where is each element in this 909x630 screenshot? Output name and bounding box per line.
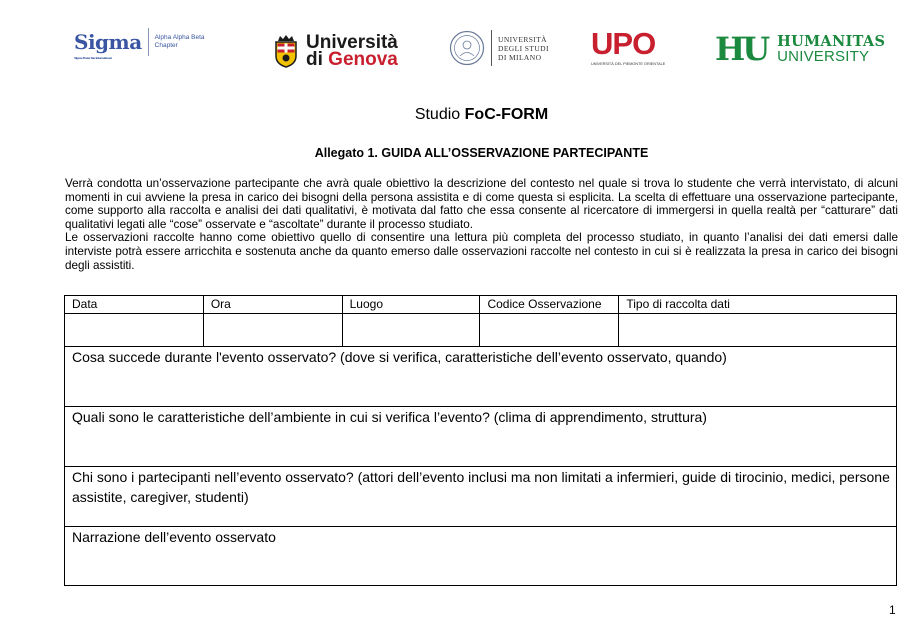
genova-prefix: di [306,49,323,70]
entry-data-cell[interactable] [65,314,204,347]
header-ora: Ora [203,296,342,314]
entry-tipo-cell[interactable] [619,314,897,347]
genova-line2 [306,51,398,68]
intro-paragraph-1: Verrà condotta un’osservazione partecipante che avrà quale obiettivo la descrizione del contesto nel quale si trova lo studente che verrà intervistato, di alcuni momenti in cui avviene la presa in carico dei bisogni della persona assistita e di come questa si esplicita. La scelta di effettuare una osservazione partecipante, come supporto alla raccolta e analisi dei dati qualitativi, è motivata dal fatto che essa consente al ricercatore di immergersi in quella realtà per “catturare” dati qualitativi legati alle “cose” osservate e “ascoltate” durante il processo studiato. [65,177,898,231]
page-number: 1 [889,603,896,617]
header-data: Data [65,296,204,314]
question-row [65,407,897,467]
genova-crest-icon [274,34,298,68]
title-prefix: Studio [414,106,461,123]
intro-text [65,177,898,272]
humanitas-wordmark [777,34,885,64]
sigma-chapter-line2: Chapter [154,42,178,49]
table-header-row [65,296,897,314]
genova-line1: Università [306,32,398,53]
sigma-wordmark [74,30,142,60]
observation-table [64,295,897,586]
question-event-cell[interactable]: Cosa succede durante l'evento osservato? (dove si verifica, caratteristiche dell’evento osservato, quando) [65,347,897,407]
entry-luogo-cell[interactable] [342,314,480,347]
sigma-chapter-line1: Alpha Alpha Beta [154,34,205,41]
header-codice-osservazione: Codice Osservazione [480,296,619,314]
humanitas-line2: UNIVERSITY [777,48,870,65]
genova-name: Genova [328,49,398,70]
document-title [0,106,909,124]
entry-ora-cell[interactable] [203,314,342,347]
milano-logo [449,30,549,66]
logo-banner [0,0,909,90]
question-environment-cell[interactable]: Quali sono le caratteristiche dell’ambiente in cui si verifica l’evento? (clima di apprendimento, struttura) [65,407,897,467]
genova-logo [274,34,398,68]
milano-seal-icon [449,30,485,66]
sigma-divider [148,28,149,56]
sigma-subtitle: Sigma Theta Tau International [74,56,112,60]
header-luogo: Luogo [342,296,480,314]
annex-title: Allegato 1. GUIDA ALL’OSSERVAZIONE PARTECIPANTE [314,146,649,160]
question-row [65,527,897,586]
sigma-chapter [155,34,205,50]
milano-divider [491,30,492,66]
upo-subtitle: UNIVERSITÀ DEL PIEMONTE ORIENTALE [591,62,666,66]
genova-wordmark [306,34,398,68]
milano-wordmark [498,35,549,62]
study-name: FoC-FORM [464,106,549,123]
intro-paragraph-2: Le osservazioni raccolte hanno come obiettivo quello di consentire una lettura più completa del processo studiato, in quanto l’analisi dei dati emersi dalle interviste potrà essere arricchita e sostenuta anche da quanto emerso dalle osservazioni raccolte nel contesto in cui si è realizzata la presa in carico dei bisogni degli assistiti. [65,231,898,272]
table-entry-row [65,314,897,347]
humanitas-mark: HU [715,30,768,68]
humanitas-logo [715,32,885,66]
question-participants-cell[interactable]: Chi sono i partecipanti nell’evento osservato? (attori dell’evento inclusi ma non limitati a infermieri, guide di tirocinio, medici, persone assistite, caregiver, studenti) [65,467,897,527]
sigma-logo [74,28,205,60]
milano-line3: DI MILANO [498,52,542,62]
question-narration-cell[interactable]: Narrazione dell’evento osservato [65,527,897,586]
question-row [65,347,897,407]
upo-logo [591,26,666,66]
milano-line2: DEGLI STUDI [498,43,549,53]
sigma-name: Sigma [74,30,142,54]
header-tipo-raccolta-dati: Tipo di raccolta dati [619,296,897,314]
question-row [65,467,897,527]
entry-codice-cell[interactable] [480,314,619,347]
milano-line1: UNIVERSITÀ [498,34,547,44]
upo-wordmark: UPO [591,26,656,61]
humanitas-line1: HUMANITAS [777,33,886,50]
